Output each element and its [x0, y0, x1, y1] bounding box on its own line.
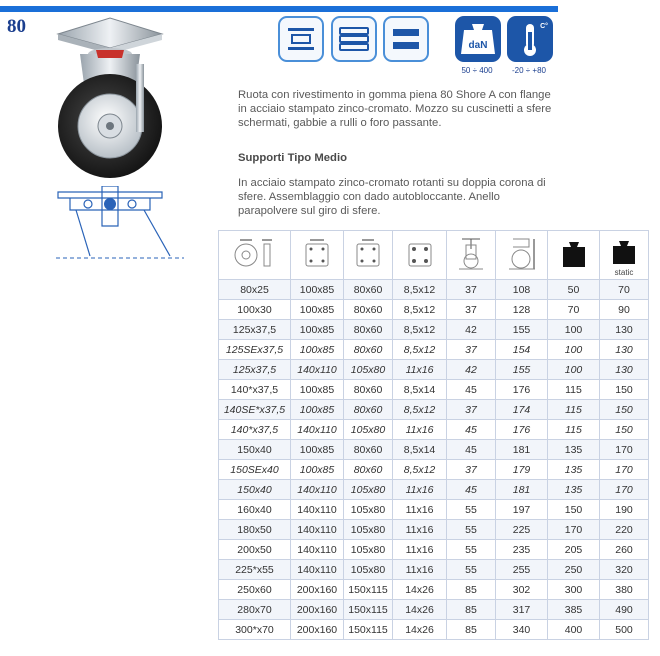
- cell-height: 154: [496, 340, 548, 360]
- cell-load-static: 320: [600, 560, 649, 580]
- cell-load-static: 130: [600, 320, 649, 340]
- cell-wheel-size: 250x60: [219, 580, 291, 600]
- cell-plate-size: 200x160: [291, 620, 344, 640]
- cell-load-static: 260: [600, 540, 649, 560]
- cell-height: 255: [496, 560, 548, 580]
- roller-bearing-icon: [331, 16, 377, 62]
- cell-offset: 55: [447, 500, 496, 520]
- cell-load-static: 70: [600, 280, 649, 300]
- cell-load-dynamic: 115: [548, 400, 600, 420]
- cell-offset: 37: [447, 300, 496, 320]
- cell-wheel-size: 150x40: [219, 440, 291, 460]
- cell-offset: 42: [447, 320, 496, 340]
- cell-load-static: 150: [600, 400, 649, 420]
- cell-height: 174: [496, 400, 548, 420]
- load-capacity-icon: [455, 16, 501, 62]
- cell-plate-size: 100x85: [291, 320, 344, 340]
- cell-load-static: 220: [600, 520, 649, 540]
- table-row: [219, 540, 649, 560]
- table-header-row: [219, 231, 649, 280]
- cell-load-static: 90: [600, 300, 649, 320]
- cell-offset: 37: [447, 460, 496, 480]
- cell-height: 179: [496, 460, 548, 480]
- series-number: 80: [7, 16, 26, 37]
- cell-plate-size: 140x110: [291, 560, 344, 580]
- table-row: [219, 500, 649, 520]
- static-load-icon: [600, 231, 649, 280]
- cell-wheel-size: 200x50: [219, 540, 291, 560]
- cell-hole-spacing: 105x80: [344, 520, 393, 540]
- cell-hole-spacing: 80x60: [344, 440, 393, 460]
- svg-text:C°: C°: [540, 23, 548, 30]
- cell-plate-size: 140x110: [291, 540, 344, 560]
- cell-load-static: 190: [600, 500, 649, 520]
- cell-load-dynamic: 205: [548, 540, 600, 560]
- cell-hole-size: 11x16: [393, 540, 447, 560]
- hole-size-icon: [393, 231, 447, 280]
- cell-hole-spacing: 150x115: [344, 580, 393, 600]
- spec-table: [218, 230, 649, 640]
- cell-load-static: 170: [600, 460, 649, 480]
- cell-height: 155: [496, 320, 548, 340]
- cell-load-dynamic: 115: [548, 420, 600, 440]
- cell-offset: 55: [447, 560, 496, 580]
- temperature-range: -20 ÷ +80: [512, 66, 546, 75]
- table-row: [219, 360, 649, 380]
- cell-offset: 42: [447, 360, 496, 380]
- cell-hole-size: 11x16: [393, 480, 447, 500]
- cell-plate-size: 100x85: [291, 340, 344, 360]
- table-row: [219, 620, 649, 640]
- cell-wheel-size: 150x40: [219, 480, 291, 500]
- dynamic-load-icon: [548, 231, 600, 280]
- cell-plate-size: 100x85: [291, 300, 344, 320]
- cell-offset: 45: [447, 380, 496, 400]
- table-row: [219, 460, 649, 480]
- cell-wheel-size: 140SE*x37,5: [219, 400, 291, 420]
- temperature-icon: [507, 16, 553, 62]
- cell-hole-spacing: 80x60: [344, 400, 393, 420]
- cell-hole-size: 8,5x14: [393, 380, 447, 400]
- cell-hole-size: 11x16: [393, 360, 447, 380]
- wheel-description: Ruota con rivestimento in gomma piena 80 Shore A con flange in acciaio stampato zinco-cromato. Mozzo su cuscinetti a sfere schermati, gabbie a rulli o foro passante.: [238, 89, 552, 129]
- cell-wheel-size: 80x25: [219, 280, 291, 300]
- top-accent-bar: [0, 6, 558, 12]
- cell-plate-size: 140x110: [291, 420, 344, 440]
- cell-plate-size: 100x85: [291, 380, 344, 400]
- cell-load-dynamic: 100: [548, 340, 600, 360]
- cell-offset: 55: [447, 540, 496, 560]
- cell-load-dynamic: 50: [548, 280, 600, 300]
- cell-wheel-size: 125SEx37,5: [219, 340, 291, 360]
- cell-height: 302: [496, 580, 548, 600]
- cell-hole-spacing: 80x60: [344, 340, 393, 360]
- cell-hole-spacing: 80x60: [344, 460, 393, 480]
- overall-height-icon: [496, 231, 548, 280]
- cell-wheel-size: 100x30: [219, 300, 291, 320]
- load-range: 50 ÷ 400: [461, 66, 493, 75]
- cell-load-dynamic: 115: [548, 380, 600, 400]
- cell-offset: 85: [447, 580, 496, 600]
- castor-wheel-image: [40, 14, 180, 184]
- table-row: [219, 520, 649, 540]
- cell-height: 155: [496, 360, 548, 380]
- cell-plate-size: 200x160: [291, 600, 344, 620]
- cell-hole-size: 14x26: [393, 580, 447, 600]
- cell-load-dynamic: 100: [548, 320, 600, 340]
- cell-plate-size: 100x85: [291, 280, 344, 300]
- cell-wheel-size: 150SEx40: [219, 460, 291, 480]
- cell-height: 317: [496, 600, 548, 620]
- cell-hole-size: 8,5x12: [393, 320, 447, 340]
- cell-height: 235: [496, 540, 548, 560]
- cell-height: 197: [496, 500, 548, 520]
- cell-hole-spacing: 105x80: [344, 540, 393, 560]
- cell-load-static: 150: [600, 420, 649, 440]
- cell-plate-size: 140x110: [291, 480, 344, 500]
- cell-load-static: 380: [600, 580, 649, 600]
- cell-load-dynamic: 250: [548, 560, 600, 580]
- cell-offset: 45: [447, 440, 496, 460]
- cell-load-static: 130: [600, 360, 649, 380]
- cell-hole-spacing: 80x60: [344, 320, 393, 340]
- table-row: [219, 600, 649, 620]
- cell-plate-size: 140x110: [291, 360, 344, 380]
- cell-offset: 37: [447, 340, 496, 360]
- cell-load-dynamic: 135: [548, 440, 600, 460]
- cell-offset: 55: [447, 520, 496, 540]
- cell-height: 128: [496, 300, 548, 320]
- hub-bore-icon: [278, 16, 324, 62]
- cell-hole-spacing: 80x60: [344, 380, 393, 400]
- cell-offset: 85: [447, 600, 496, 620]
- cell-hole-size: 11x16: [393, 420, 447, 440]
- cell-hole-spacing: 80x60: [344, 300, 393, 320]
- cell-load-dynamic: 170: [548, 520, 600, 540]
- cell-hole-spacing: 105x80: [344, 500, 393, 520]
- table-row: [219, 420, 649, 440]
- cell-hole-size: 8,5x14: [393, 440, 447, 460]
- cell-offset: 37: [447, 280, 496, 300]
- cell-load-static: 130: [600, 340, 649, 360]
- cell-wheel-size: 125x37,5: [219, 360, 291, 380]
- cell-wheel-size: 180x50: [219, 520, 291, 540]
- cell-hole-size: 8,5x12: [393, 280, 447, 300]
- table-row: [219, 480, 649, 500]
- cell-wheel-size: 140*x37,5: [219, 420, 291, 440]
- cell-plate-size: 100x85: [291, 440, 344, 460]
- cell-height: 176: [496, 420, 548, 440]
- cell-hole-size: 8,5x12: [393, 300, 447, 320]
- cell-load-dynamic: 135: [548, 480, 600, 500]
- cell-hole-spacing: 105x80: [344, 360, 393, 380]
- cell-plate-size: 140x110: [291, 520, 344, 540]
- offset-icon: [447, 231, 496, 280]
- cell-hole-spacing: 150x115: [344, 600, 393, 620]
- cell-load-dynamic: 150: [548, 500, 600, 520]
- hole-spacing-icon: [344, 231, 393, 280]
- cell-hole-size: 11x16: [393, 560, 447, 580]
- cell-load-dynamic: 400: [548, 620, 600, 640]
- cell-load-static: 170: [600, 440, 649, 460]
- cell-load-static: 490: [600, 600, 649, 620]
- cell-height: 176: [496, 380, 548, 400]
- cross-section-drawing: [50, 186, 190, 264]
- cell-hole-size: 11x16: [393, 520, 447, 540]
- plain-bore-icon: [383, 16, 429, 62]
- wheel-dimension-icon: [219, 231, 291, 280]
- cell-hole-spacing: 105x80: [344, 560, 393, 580]
- cell-hole-spacing: 105x80: [344, 420, 393, 440]
- table-row: [219, 560, 649, 580]
- cell-hole-size: 14x26: [393, 620, 447, 640]
- supports-description: In acciaio stampato zinco-cromato rotanti su doppia corona di sfere. Assemblaggio con dado autobloccante. Anello parapolvere sul giro di sfere.: [238, 177, 546, 217]
- cell-offset: 85: [447, 620, 496, 640]
- cell-load-dynamic: 385: [548, 600, 600, 620]
- table-row: [219, 440, 649, 460]
- cell-load-dynamic: 100: [548, 360, 600, 380]
- static-label: static: [614, 268, 634, 277]
- table-row: [219, 300, 649, 320]
- cell-height: 108: [496, 280, 548, 300]
- cell-wheel-size: 125x37,5: [219, 320, 291, 340]
- cell-hole-size: 14x26: [393, 600, 447, 620]
- cell-height: 181: [496, 440, 548, 460]
- cell-wheel-size: 225*x55: [219, 560, 291, 580]
- cell-hole-size: 8,5x12: [393, 400, 447, 420]
- table-row: [219, 320, 649, 340]
- cell-hole-size: 8,5x12: [393, 460, 447, 480]
- cell-offset: 45: [447, 420, 496, 440]
- cell-offset: 37: [447, 400, 496, 420]
- cell-load-static: 170: [600, 480, 649, 500]
- cell-load-static: 500: [600, 620, 649, 640]
- cell-plate-size: 100x85: [291, 460, 344, 480]
- cell-plate-size: 100x85: [291, 400, 344, 420]
- table-row: [219, 340, 649, 360]
- table-row: [219, 400, 649, 420]
- cell-height: 225: [496, 520, 548, 540]
- table-row: [219, 580, 649, 600]
- cell-hole-spacing: 105x80: [344, 480, 393, 500]
- cell-hole-spacing: 80x60: [344, 280, 393, 300]
- cell-wheel-size: 140*x37,5: [219, 380, 291, 400]
- cell-wheel-size: 300*x70: [219, 620, 291, 640]
- cell-load-static: 150: [600, 380, 649, 400]
- cell-height: 181: [496, 480, 548, 500]
- supports-title: Supporti Tipo Medio: [238, 152, 347, 164]
- cell-wheel-size: 160x40: [219, 500, 291, 520]
- cell-plate-size: 200x160: [291, 580, 344, 600]
- cell-wheel-size: 280x70: [219, 600, 291, 620]
- svg-text:daN: daN: [468, 40, 488, 51]
- cell-hole-size: 11x16: [393, 500, 447, 520]
- cell-hole-size: 8,5x12: [393, 340, 447, 360]
- plate-dimension-icon: [291, 231, 344, 280]
- cell-offset: 45: [447, 480, 496, 500]
- cell-load-dynamic: 300: [548, 580, 600, 600]
- cell-plate-size: 140x110: [291, 500, 344, 520]
- cell-height: 340: [496, 620, 548, 640]
- cell-load-dynamic: 135: [548, 460, 600, 480]
- cell-load-dynamic: 70: [548, 300, 600, 320]
- table-row: [219, 380, 649, 400]
- table-row: [219, 280, 649, 300]
- cell-hole-spacing: 150x115: [344, 620, 393, 640]
